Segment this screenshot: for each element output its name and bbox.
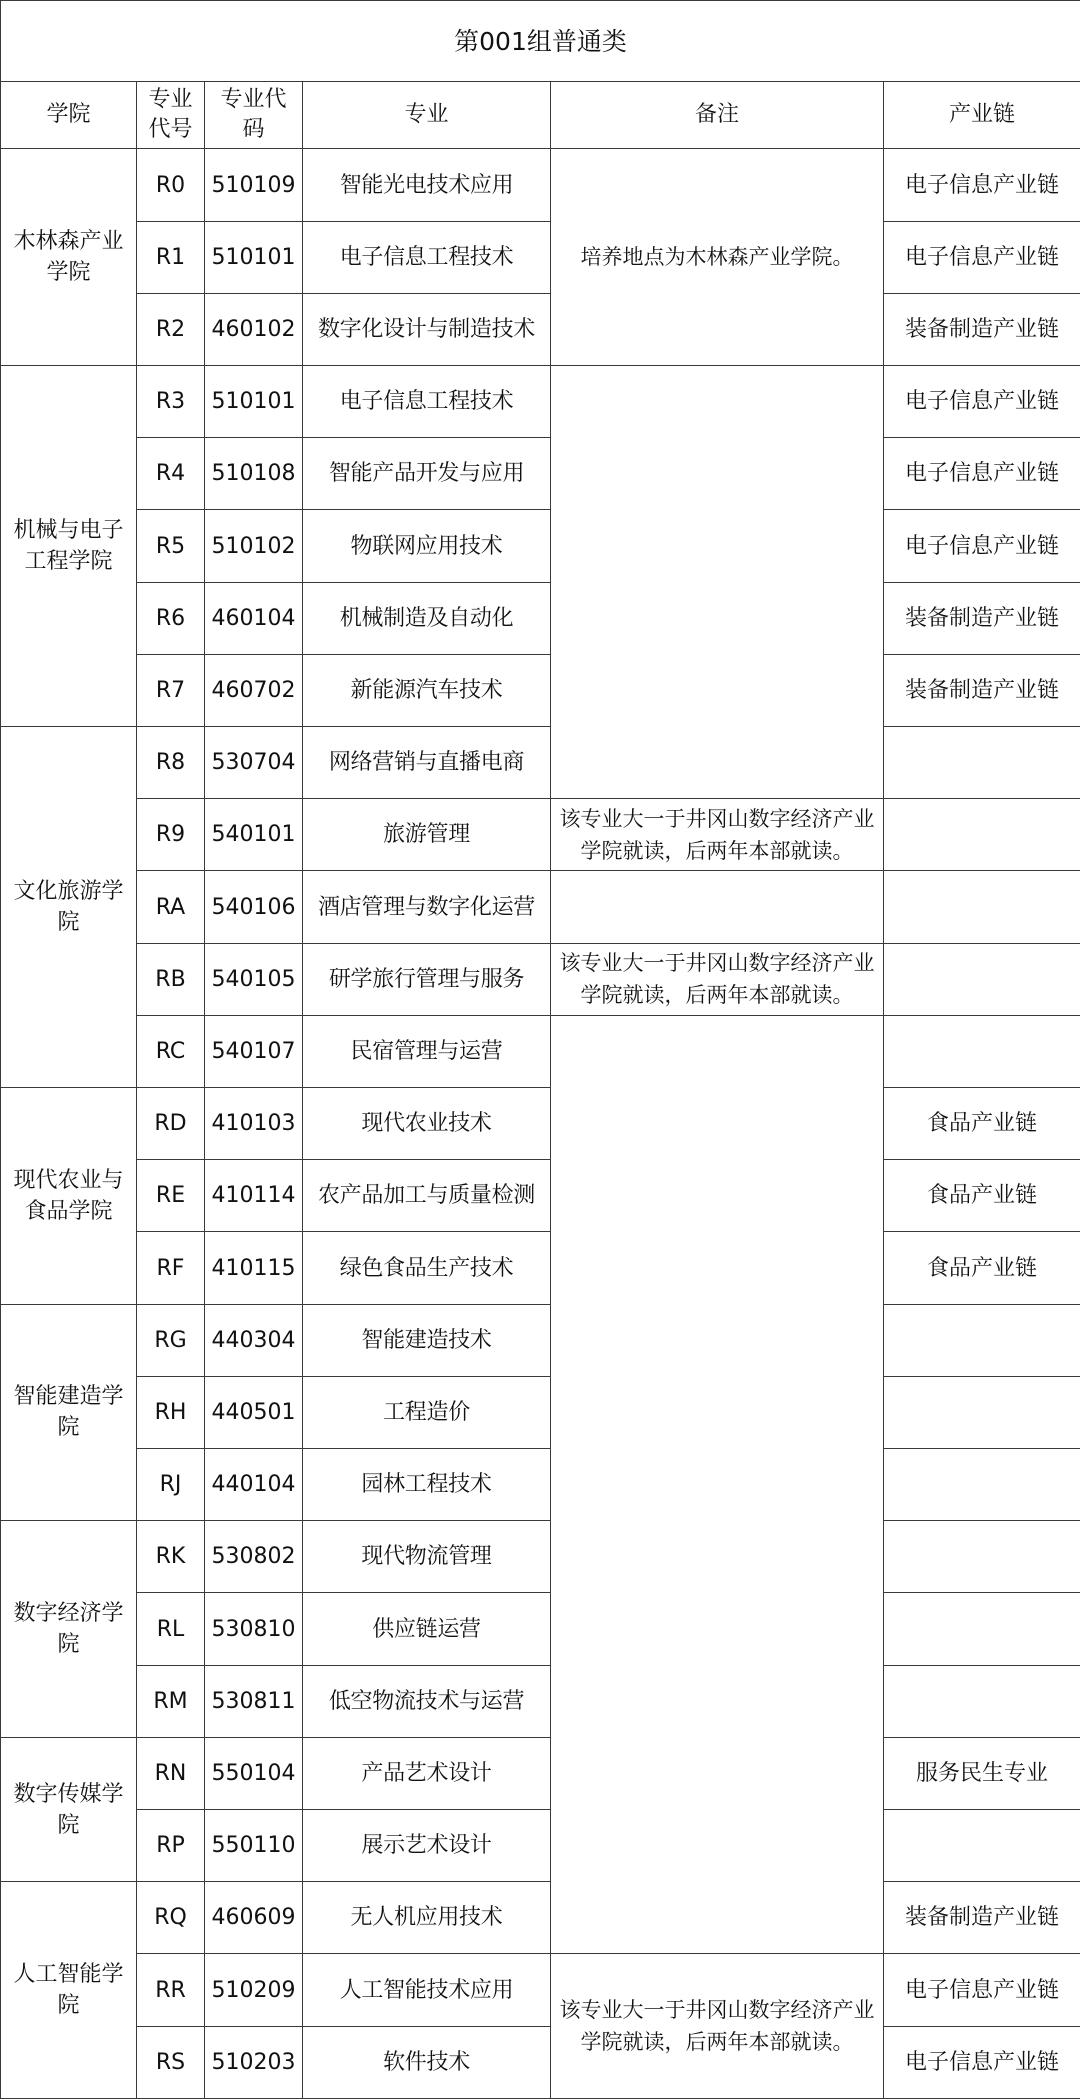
note-cell: 培养地点为木林森产业学院。 <box>551 149 884 366</box>
note-cell <box>551 366 884 799</box>
major-name: 机械制造及自动化 <box>303 582 551 654</box>
major-name: 研学旅行管理与服务 <box>303 943 551 1015</box>
header-college: 学院 <box>1 82 137 149</box>
major-code-short: R2 <box>137 293 205 365</box>
table-row <box>1 293 1080 365</box>
table-row <box>1 871 1080 943</box>
major-code: 510108 <box>205 438 303 510</box>
major-code: 540107 <box>205 1015 303 1087</box>
major-code-short: RG <box>137 1304 205 1376</box>
header-major-code-short: 专业代号 <box>137 82 205 149</box>
major-code: 460104 <box>205 582 303 654</box>
major-name: 园林工程技术 <box>303 1449 551 1521</box>
major-name: 物联网应用技术 <box>303 510 551 582</box>
major-code: 540105 <box>205 943 303 1015</box>
major-name: 数字化设计与制造技术 <box>303 293 551 365</box>
major-code: 540101 <box>205 799 303 871</box>
major-code-short: R3 <box>137 366 205 438</box>
header-major-code: 专业代码 <box>205 82 303 149</box>
major-code: 530802 <box>205 1521 303 1593</box>
major-code: 530704 <box>205 727 303 799</box>
table-row <box>1 799 1080 871</box>
industry-chain: 电子信息产业链 <box>884 221 1080 293</box>
major-name: 农产品加工与质量检测 <box>303 1160 551 1232</box>
major-name: 民宿管理与运营 <box>303 1015 551 1087</box>
college-cell: 文化旅游学院 <box>1 727 137 1088</box>
table-row <box>1 1160 1080 1232</box>
major-name: 旅游管理 <box>303 799 551 871</box>
major-code-short: RL <box>137 1593 205 1665</box>
major-code-short: R0 <box>137 149 205 221</box>
industry-chain: 装备制造产业链 <box>884 582 1080 654</box>
industry-chain <box>884 1376 1080 1448</box>
major-code: 550110 <box>205 1810 303 1882</box>
major-code: 410114 <box>205 1160 303 1232</box>
industry-chain: 食品产业链 <box>884 1088 1080 1160</box>
table-row <box>1 1015 1080 1087</box>
industry-chain <box>884 1665 1080 1737</box>
major-name: 智能建造技术 <box>303 1304 551 1376</box>
major-name: 酒店管理与数字化运营 <box>303 871 551 943</box>
note-cell: 该专业大一于井冈山数字经济产业学院就读，后两年本部就读。 <box>551 799 884 871</box>
industry-chain <box>884 1810 1080 1882</box>
industry-chain: 食品产业链 <box>884 1160 1080 1232</box>
major-name: 人工智能技术应用 <box>303 1954 551 2026</box>
table-row <box>1 1593 1080 1665</box>
major-name: 低空物流技术与运营 <box>303 1665 551 1737</box>
major-code: 440501 <box>205 1376 303 1448</box>
major-name: 展示艺术设计 <box>303 1810 551 1882</box>
major-code-short: RA <box>137 871 205 943</box>
major-code-short: RD <box>137 1088 205 1160</box>
major-code: 540106 <box>205 871 303 943</box>
table-row <box>1 582 1080 654</box>
industry-chain <box>884 727 1080 799</box>
major-name: 智能产品开发与应用 <box>303 438 551 510</box>
industry-chain <box>884 943 1080 1015</box>
header-row <box>1 82 1080 149</box>
table-row <box>1 149 1080 221</box>
major-code-short: R4 <box>137 438 205 510</box>
major-code-short: R1 <box>137 221 205 293</box>
table-row <box>1 1737 1080 1809</box>
header-industry-chain: 产业链 <box>884 82 1080 149</box>
major-name: 产品艺术设计 <box>303 1737 551 1809</box>
table-row <box>1 1810 1080 1882</box>
header-note: 备注 <box>551 82 884 149</box>
industry-chain: 服务民生专业 <box>884 1737 1080 1809</box>
major-code: 510101 <box>205 221 303 293</box>
table-row <box>1 1304 1080 1376</box>
table-row <box>1 727 1080 799</box>
table-row <box>1 438 1080 510</box>
major-name: 供应链运营 <box>303 1593 551 1665</box>
major-code: 510102 <box>205 510 303 582</box>
table-row <box>1 1449 1080 1521</box>
note-cell <box>551 871 884 943</box>
major-code-short: RP <box>137 1810 205 1882</box>
major-code-short: R9 <box>137 799 205 871</box>
table-row <box>1 1088 1080 1160</box>
major-name: 电子信息工程技术 <box>303 221 551 293</box>
major-code: 510203 <box>205 2026 303 2098</box>
table-title: 第001组普通类 <box>1 1 1080 82</box>
college-cell: 木林森产业学院 <box>1 149 137 366</box>
major-code: 440304 <box>205 1304 303 1376</box>
table-row <box>1 221 1080 293</box>
industry-chain <box>884 1304 1080 1376</box>
major-code-short: RM <box>137 1665 205 1737</box>
major-name: 软件技术 <box>303 2026 551 2098</box>
major-code: 410103 <box>205 1088 303 1160</box>
major-code-short: RK <box>137 1521 205 1593</box>
major-code-short: RB <box>137 943 205 1015</box>
major-code-short: RH <box>137 1376 205 1448</box>
table-row <box>1 1882 1080 1954</box>
college-cell: 现代农业与食品学院 <box>1 1088 137 1305</box>
header-major: 专业 <box>303 82 551 149</box>
industry-chain: 电子信息产业链 <box>884 366 1080 438</box>
table-row <box>1 1665 1080 1737</box>
industry-chain: 电子信息产业链 <box>884 438 1080 510</box>
college-cell: 人工智能学院 <box>1 1882 137 2099</box>
major-code-short: R7 <box>137 654 205 726</box>
industry-chain <box>884 871 1080 943</box>
college-cell: 数字传媒学院 <box>1 1737 137 1881</box>
industry-chain <box>884 1593 1080 1665</box>
industry-chain: 装备制造产业链 <box>884 654 1080 726</box>
major-code: 530810 <box>205 1593 303 1665</box>
major-code-short: RF <box>137 1232 205 1304</box>
industry-chain <box>884 1449 1080 1521</box>
industry-chain: 食品产业链 <box>884 1232 1080 1304</box>
industry-chain <box>884 799 1080 871</box>
industry-chain <box>884 1015 1080 1087</box>
major-code-short: RC <box>137 1015 205 1087</box>
table-row <box>1 1376 1080 1448</box>
college-cell: 智能建造学院 <box>1 1304 137 1521</box>
table-row <box>1 510 1080 582</box>
major-name: 绿色食品生产技术 <box>303 1232 551 1304</box>
college-cell: 机械与电子工程学院 <box>1 366 137 727</box>
major-code-short: RQ <box>137 1882 205 1954</box>
major-code-short: R5 <box>137 510 205 582</box>
major-code: 460102 <box>205 293 303 365</box>
major-code: 550104 <box>205 1737 303 1809</box>
industry-chain: 电子信息产业链 <box>884 149 1080 221</box>
major-code-short: RE <box>137 1160 205 1232</box>
major-name: 智能光电技术应用 <box>303 149 551 221</box>
major-code-short: RN <box>137 1737 205 1809</box>
industry-chain: 电子信息产业链 <box>884 2026 1080 2098</box>
industry-chain: 电子信息产业链 <box>884 510 1080 582</box>
major-code: 510109 <box>205 149 303 221</box>
table-row <box>1 1232 1080 1304</box>
college-cell: 数字经济学院 <box>1 1521 137 1738</box>
industry-chain <box>884 1521 1080 1593</box>
industry-chain: 装备制造产业链 <box>884 293 1080 365</box>
table-row <box>1 943 1080 1015</box>
note-cell: 该专业大一于井冈山数字经济产业学院就读，后两年本部就读。 <box>551 943 884 1015</box>
major-name: 新能源汽车技术 <box>303 654 551 726</box>
note-cell: 该专业大一于井冈山数字经济产业学院就读，后两年本部就读。 <box>551 1954 884 2099</box>
major-code-short: RS <box>137 2026 205 2098</box>
major-code-short: RJ <box>137 1449 205 1521</box>
major-code: 510101 <box>205 366 303 438</box>
major-code-short: R6 <box>137 582 205 654</box>
major-code: 510209 <box>205 1954 303 2026</box>
major-code: 460609 <box>205 1882 303 1954</box>
industry-chain: 装备制造产业链 <box>884 1882 1080 1954</box>
major-code-short: R8 <box>137 727 205 799</box>
note-cell <box>551 1015 884 1954</box>
major-code: 440104 <box>205 1449 303 1521</box>
major-name: 网络营销与直播电商 <box>303 727 551 799</box>
major-name: 无人机应用技术 <box>303 1882 551 1954</box>
table-row <box>1 654 1080 726</box>
major-code-short: RR <box>137 1954 205 2026</box>
major-name: 电子信息工程技术 <box>303 366 551 438</box>
table-row <box>1 1954 1080 2026</box>
major-code: 410115 <box>205 1232 303 1304</box>
major-code: 460702 <box>205 654 303 726</box>
title-row <box>1 1 1080 82</box>
table-row <box>1 366 1080 438</box>
major-name: 现代农业技术 <box>303 1088 551 1160</box>
table-row <box>1 2026 1080 2098</box>
industry-chain: 电子信息产业链 <box>884 1954 1080 2026</box>
major-code: 530811 <box>205 1665 303 1737</box>
major-name: 工程造价 <box>303 1376 551 1448</box>
table-row <box>1 1521 1080 1593</box>
major-name: 现代物流管理 <box>303 1521 551 1593</box>
